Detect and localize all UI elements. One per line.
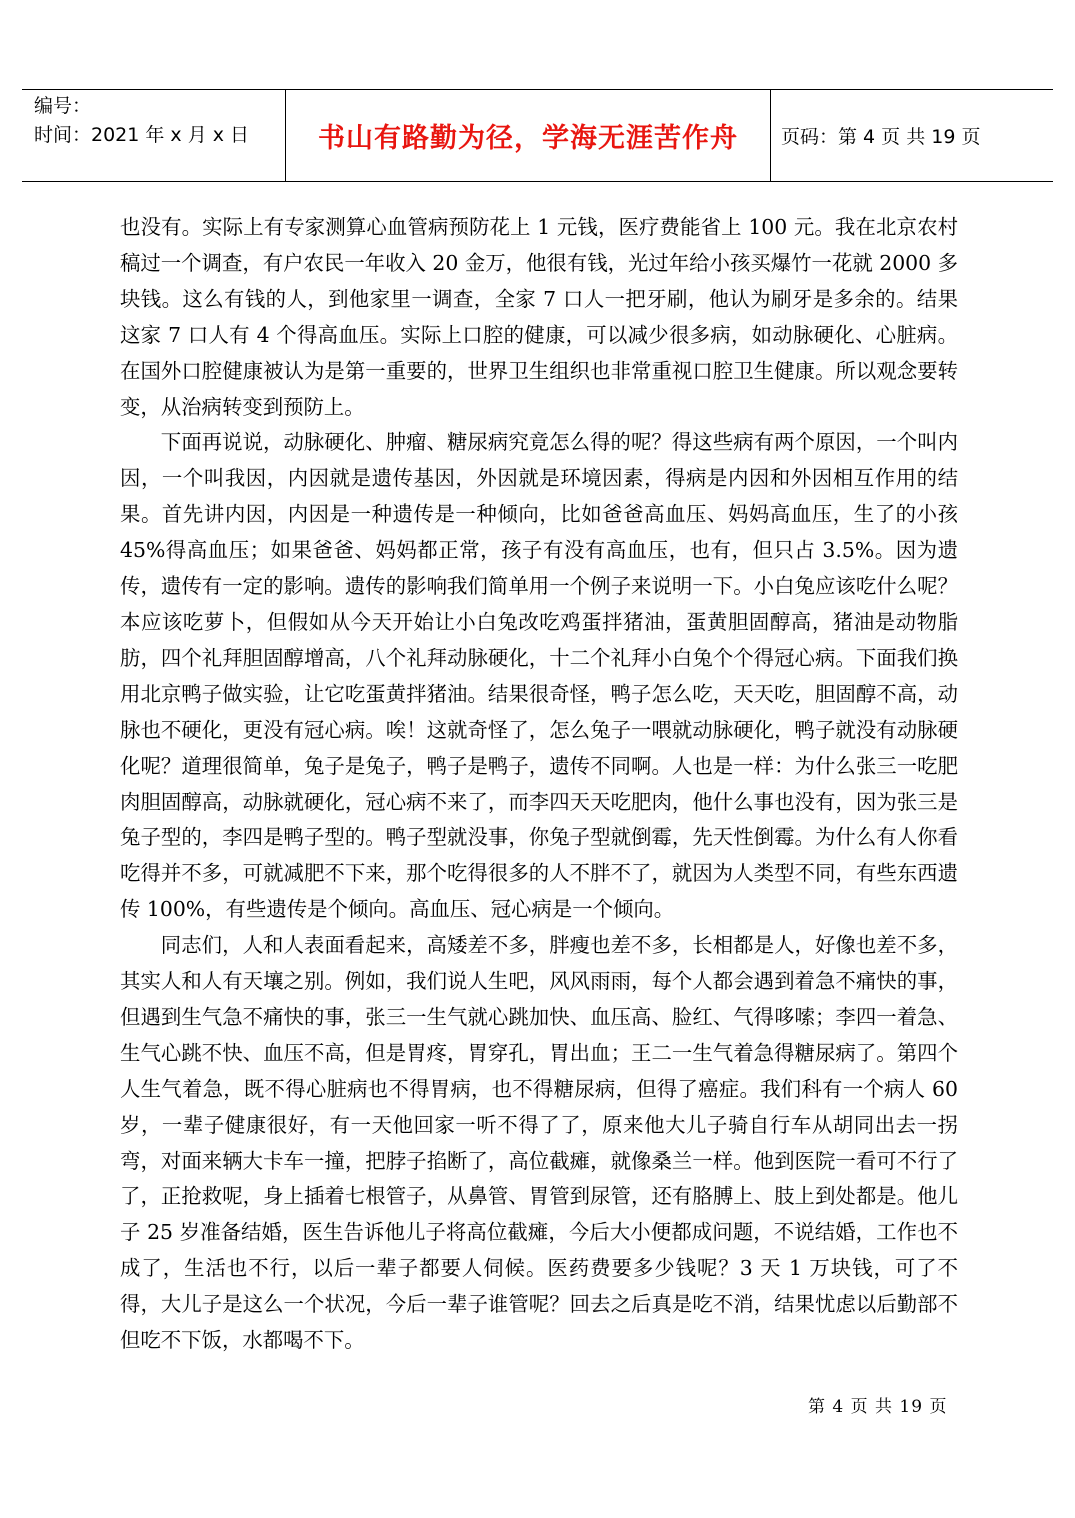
header-motto: 书山有路勤为径，学海无涯苦作舟 [285, 90, 771, 181]
page-footer: 第 4 页 共 19 页 [808, 1397, 948, 1417]
header-page-label: 页码：第 4 页 共 19 页 [781, 126, 981, 148]
paragraph-1: 也没有。实际上有专家测算心血管病预防花上 1 元钱，医疗费能省上 100 元。我在北京农村稿过一个调查，有户农民一年收入 20 金万，他很有钱，光过年给小孩买爆竹一花就 2000 多块钱。这么有钱的人，到他家里一调查，全家 7 口人一把牙刷，他认为刷牙是多余的。结果这家 7 口人有 4 个得高血压。实际上口腔的健康，可以减少很多病，如动脉硬化、心脏病。在国外口腔健康被认为是第一重要的，世界卫生组织也非常重视口腔卫生健康。所以观念要转变，从治病转变到预防上。 [120, 215, 958, 419]
paragraph-3: 同志们，人和人表面看起来，高矮差不多，胖瘦也差不多，长相都是人，好像也差不多，其实人和人有天壤之别。例如，我们说人生吧，风风雨雨，每个人都会遇到着急不痛快的事，但遇到生气急不痛快的事，张三一生气就心跳加快、血压高、脸红、气得哆嗦；李四一着急、生气心跳不快、血压不高，但是胃疼，胃穿孔，胃出血；王二一生气着急得糖尿病了。第四个人生气着急，既不得心脏病也不得胃病，也不得糖尿病，但得了癌症。我们科有一个病人 60 岁，一辈子健康很好，有一天他回家一听不得了了，原来他大儿子骑自行车从胡同出去一拐弯，对面来辆大卡车一撞，把脖子掐断了，高位截瘫，就像桑兰一样。他到医院一看可不行了了，正抢救呢，身上插着七根管子，从鼻管、胃管到尿管，还有胳膊上、肢上到处都是。他儿子 25 岁准备结婚，医生告诉他儿子将高位截瘫，今后大小便都成问题，不说结婚，工作也不成了，生活也不行，以后一辈子都要人伺候。医药费要多少钱呢？3 天 1 万块钱，可了不得，大儿子是这么一个状况，今后一辈子谁管呢？回去之后真是吃不消，结果忧虑以后勤部不但吃不下饭，水都喝不下。 [120, 933, 958, 1353]
number-label: 编号： [34, 95, 92, 117]
time-label: 时间：2021 年 x 月 x 日 [34, 124, 250, 146]
body-text [120, 210, 958, 1359]
page-header [22, 89, 1053, 182]
paragraph-2: 下面再说说，动脉硬化、肿瘤、糖尿病究竟怎么得的呢？得这些病有两个原因，一个叫内因，一个叫我因，内因就是遗传基因，外因就是环境因素，得病是内因和外因相互作用的结果。首先讲内因，内因是一种遗传是一种倾向，比如爸爸高血压、妈妈高血压，生了的小孩 45%得高血压；如果爸爸、妈妈都正常，孩子有没有高血压，也有，但只占 3.5%。因为遗传，遗传有一定的影响。遗传的影响我们简单用一个例子来说明一下。小白兔应该吃什么呢？本应该吃萝卜，但假如从今天开始让小白兔改吃鸡蛋拌猪油，蛋黄胆固醇高，猪油是动物脂肪，四个礼拜胆固醇增高，八个礼拜动脉硬化，十二个礼拜小白兔个个得冠心病。下面我们换用北京鸭子做实验，让它吃蛋黄拌猪油。结果很奇怪，鸭子怎么吃，天天吃，胆固醇不高，动脉也不硬化，更没有冠心病。唉！这就奇怪了，怎么兔子一喂就动脉硬化，鸭子就没有动脉硬化呢？道理很简单，兔子是兔子，鸭子是鸭子，遗传不同啊。人也是一样：为什么张三一吃肥肉胆固醇高，动脉就硬化，冠心病不来了，而李四天天吃肥肉，他什么事也没有，因为张三是兔子型的，李四是鸭子型的。鸭子型就没事，你兔子型就倒霉，先天性倒霉。为什么有人你看吃得并不多，可就减肥不下来，那个吃得很多的人不胖不了，就因为人类型不同，有些东西遗传 100%，有些遗传是个倾向。高血压、冠心病是一个倾向。 [120, 430, 958, 922]
header-meta [22, 90, 285, 181]
